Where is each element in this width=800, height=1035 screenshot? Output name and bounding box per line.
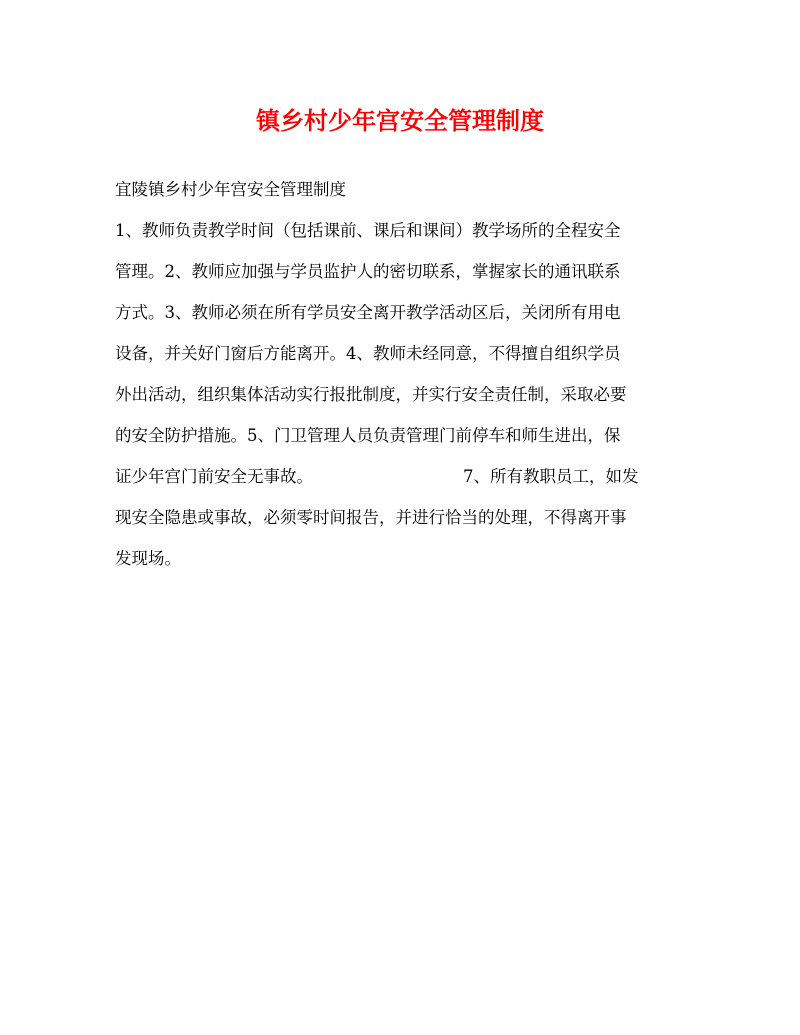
paragraph-line-2: 管理。2、教师应加强与学员监护人的密切联系，掌握家长的通讯联系 — [115, 262, 621, 281]
paragraph-line-7-part-1: 证少年宫门前安全无事故。 — [115, 467, 313, 486]
paragraph-line-5: 外出活动，组织集体活动实行报批制度，并实行安全责任制，采取必要 — [115, 385, 627, 404]
paragraph-line-9: 发现场。 — [115, 549, 181, 568]
paragraph-line-3: 方式。3、教师必须在所有学员安全离开教学活动区后，关闭所有用电 — [115, 303, 621, 322]
paragraph-line-1: 1、教师负责教学时间（包括课前、课后和课间）教学场所的全程安全 — [115, 221, 621, 240]
paragraph-line-8: 现安全隐患或事故，必须零时间报告，并进行恰当的处理，不得离开事 — [115, 508, 627, 527]
paragraph-line-6: 的安全防护措施。5、门卫管理人员负责管理门前停车和师生进出，保 — [115, 426, 621, 445]
paragraph-line-4: 设备，并关好门窗后方能离开。4、教师未经同意，不得擅自组织学员 — [115, 344, 621, 363]
document-subtitle: 宜陵镇乡村少年宫安全管理制度 — [115, 180, 346, 199]
document-title: 镇乡村少年宫安全管理制度 — [256, 106, 544, 135]
paragraph-line-7 — [115, 465, 695, 489]
paragraph-line-7-part-2: 7、所有教职员工，如发 — [463, 467, 639, 486]
